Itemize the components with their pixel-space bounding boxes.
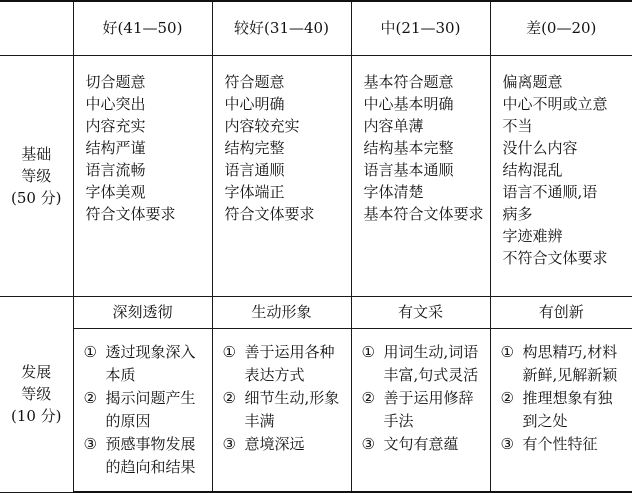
- criteria-item: 符合文体要求: [224, 204, 315, 223]
- circled-number: ①: [222, 342, 236, 361]
- criteria-item: 结构基本完整: [363, 138, 454, 157]
- criteria-item: 切合题意: [85, 72, 146, 91]
- basic-label-line: 基础: [21, 144, 52, 163]
- basic-criteria-medium: [351, 55, 490, 296]
- criteria-text: 善于运用各种表达方式: [244, 342, 335, 384]
- circled-number: ①: [361, 342, 375, 361]
- criteria-item: 不符合文体要求: [502, 248, 608, 267]
- header-fairly-good: 较好(31—40): [212, 1, 351, 55]
- basic-criteria-poor: [490, 55, 632, 296]
- criteria-item: 结构混乱: [502, 160, 563, 179]
- development-label-line: (10 分): [10, 407, 62, 425]
- criteria-text: 预感事物发展的趋向和结果: [105, 434, 196, 476]
- header-medium: 中(21—30): [351, 1, 490, 55]
- criteria-text: 用词生动,词语丰富,句式灵活: [383, 342, 479, 384]
- criteria-item: [223, 387, 345, 433]
- criteria-item: [223, 433, 345, 456]
- criteria-item: 中心明确: [224, 94, 285, 113]
- criteria-item: 病多: [502, 204, 533, 223]
- criteria-item: 语言通顺: [224, 160, 285, 179]
- basic-level-row: [0, 55, 632, 296]
- criteria-item: 偏离题意: [502, 72, 563, 91]
- circled-number: ②: [361, 388, 375, 407]
- criteria-text: 推理想象有独到之处: [522, 388, 613, 430]
- development-label-line: 发展: [21, 363, 52, 381]
- basic-criteria-fairly-good: [212, 55, 351, 296]
- criteria-item: 中心基本明确: [363, 94, 454, 113]
- development-level-label: [0, 296, 73, 492]
- subheader-vivid: 生动形象: [212, 296, 351, 328]
- criteria-item: 字体清楚: [363, 182, 424, 201]
- criteria-item: 结构完整: [224, 138, 285, 157]
- criteria-text: 善于运用修辞手法: [383, 388, 474, 430]
- criteria-item: 符合文体要求: [85, 204, 176, 223]
- criteria-item: 内容较充实: [224, 116, 300, 135]
- criteria-text: 有个性特征: [522, 434, 598, 453]
- circled-number: ③: [83, 434, 97, 453]
- criteria-item: [223, 341, 345, 387]
- criteria-text: 揭示问题产生的原因: [105, 388, 196, 430]
- criteria-text: 构思精巧,材料新鲜,见解新颖: [522, 342, 618, 384]
- development-criteria-innovative: [490, 328, 632, 492]
- criteria-item: 内容单薄: [363, 116, 424, 135]
- criteria-item: [501, 387, 627, 433]
- circled-number: ①: [500, 342, 514, 361]
- criteria-item: [501, 433, 627, 456]
- circled-number: ②: [500, 388, 514, 407]
- circled-number: ②: [83, 388, 97, 407]
- criteria-item: 语言流畅: [85, 160, 146, 179]
- criteria-item: 中心不明或立意: [502, 94, 608, 113]
- basic-criteria-good: [73, 55, 212, 296]
- criteria-item: 字迹难辨: [502, 226, 563, 245]
- criteria-item: 语言不通顺,语: [502, 182, 598, 201]
- criteria-item: 没什么内容: [502, 138, 578, 157]
- criteria-item: [84, 387, 206, 433]
- criteria-item: 字体美观: [85, 182, 146, 201]
- development-subheader-row: [0, 296, 632, 328]
- criteria-item: 内容充实: [85, 116, 146, 135]
- criteria-item: 基本符合文体要求: [363, 204, 484, 223]
- development-label-line: 等级: [21, 385, 52, 403]
- criteria-text: 意境深远: [244, 434, 305, 453]
- criteria-item: 中心突出: [85, 94, 146, 113]
- development-criteria-literary-grace: [351, 328, 490, 492]
- circled-number: ③: [361, 434, 375, 453]
- header-good: 好(41—50): [73, 1, 212, 55]
- circled-number: ②: [222, 388, 236, 407]
- basic-level-label: [0, 55, 73, 296]
- criteria-item: [501, 341, 627, 387]
- criteria-item: 语言基本通顺: [363, 160, 454, 179]
- criteria-item: [84, 341, 206, 387]
- basic-label-line: 等级: [21, 166, 52, 185]
- development-criteria-vivid: [212, 328, 351, 492]
- criteria-item: 字体端正: [224, 182, 285, 201]
- subheader-innovative: 有创新: [490, 296, 632, 328]
- criteria-item: 符合题意: [224, 72, 285, 91]
- development-criteria-row: [0, 328, 632, 492]
- subheader-literary-grace: 有文采: [351, 296, 490, 328]
- basic-label-line: (50 分): [10, 188, 62, 207]
- corner-cell: [0, 1, 73, 55]
- criteria-text: 细节生动,形象丰满: [244, 388, 340, 430]
- criteria-item: 结构严谨: [85, 138, 146, 157]
- criteria-item: 基本符合题意: [363, 72, 454, 91]
- header-poor: 差(0—20): [490, 1, 632, 55]
- header-row: [0, 1, 632, 55]
- criteria-text: 文句有意蕴: [383, 434, 459, 453]
- criteria-item: [84, 433, 206, 479]
- circled-number: ③: [500, 434, 514, 453]
- development-criteria-profound: [73, 328, 212, 492]
- circled-number: ③: [222, 434, 236, 453]
- criteria-text: 透过现象深入本质: [105, 342, 196, 384]
- criteria-item: [362, 433, 484, 456]
- subheader-profound: 深刻透彻: [73, 296, 212, 328]
- criteria-item: [362, 341, 484, 387]
- circled-number: ①: [83, 342, 97, 361]
- criteria-item: [362, 387, 484, 433]
- criteria-item: 不当: [502, 116, 533, 135]
